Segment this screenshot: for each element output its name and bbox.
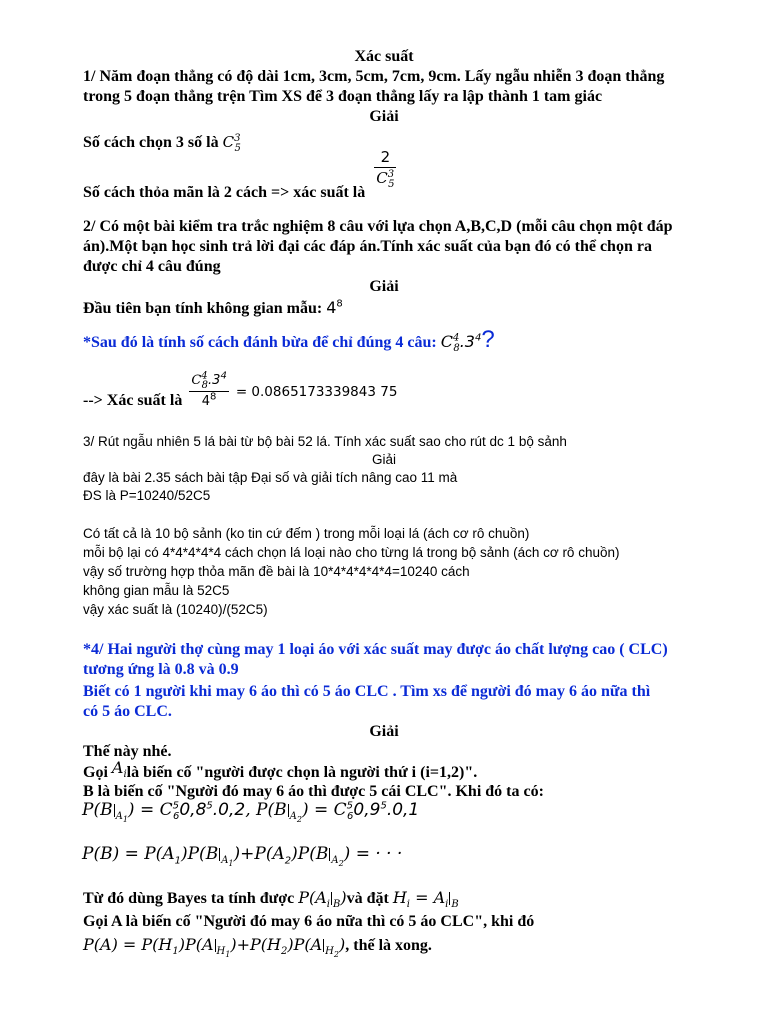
p2-ways: [83, 326, 495, 355]
p2-ways-label: *Sau đó là tính số cách đánh bừa để chỉ đúng 4 câu:: [83, 334, 437, 351]
p1-giai: Giải: [369, 108, 399, 125]
p4-line9: $P(A) = P(H_1)P(A$ $_{H_1})+P(H_2)P(A$ $_{H_2}$), thế là xong.: [83, 935, 432, 960]
p4-equation-2: $P(B) = P(A_1)P(B$ $_{A_1})+P(A_2)P(B$ $_{A_2}$) = · · ·: [82, 844, 403, 869]
p4-line5: Thế này nhé.: [83, 743, 172, 760]
p3-line6: vậy số trường hợp thỏa mãn đề bài là 10*4*4*4*4*4=10240 cách: [83, 564, 470, 579]
p4-giai: Giải: [369, 723, 399, 740]
p1-satisfy: [83, 148, 397, 202]
p2-prob: [83, 372, 397, 411]
p4-line1: *4/ Hai người thợ cùng may 1 loại áo với xác suất may được áo chất lượng cao ( CLC): [83, 641, 668, 658]
p1-choose-formula: $C^3_5$: [222, 133, 241, 154]
p3-line4: Có tất cả là 10 bộ sảnh (ko tin cứ đếm ) trong mỗi loại lá (ách cơ rô chuồn): [83, 526, 530, 541]
p4-equation-1: P(B $_{A_1}) = C^5_60,8^5.0,2$, P(B $_{A_2}) = C^5_60,9^5.0,1$: [82, 800, 420, 825]
p4-line2: tương ứng là 0.8 và 0.9: [83, 661, 239, 678]
p4-line6: B là biến cố "Người đó may 6 áo thì được 5 cái CLC". Khi đó ta có:: [83, 783, 544, 800]
p4-line3: Biết có 1 người khi may 6 áo thì có 5 áo CLC . Tìm xs để người đó may 6 áo nữa thì: [83, 683, 651, 700]
p2-line1: 2/ Có một bài kiểm tra trắc nghiệm 8 câu với lựa chọn A,B,C,D (mỗi câu chọn một đáp: [83, 218, 673, 235]
p4-line7: Từ đó dùng Bayes ta tính được $P(A_i$ $_B$)và đặt $H_i = A_i$ $_B$: [83, 888, 459, 911]
page-title: Xác suất: [354, 48, 414, 65]
p2-space-formula: $4^8$: [326, 298, 343, 317]
p2-line2: án).Một bạn học sinh trả lời đại các đáp án.Tính xác suất của bạn đó có thể chọn ra: [83, 238, 652, 255]
p3-line5: mỗi bộ lại có 4*4*4*4*4 cách chọn lá loại nào cho từng lá trong bộ sảnh (ách cơ rô chuồn): [83, 545, 620, 560]
p3-line3: ĐS là P=10240/52C5: [83, 488, 211, 503]
p1-line2: trong 5 đoạn thẳng trện Tìm XS để 3 đoạn thẳng lấy ra lập thành 1 tam giác: [83, 88, 603, 105]
p3-giai: Giải: [371, 452, 396, 467]
p2-giai: Giải: [369, 278, 399, 295]
p2-ways-question-mark: ?: [481, 326, 495, 353]
p1-fraction: $\frac{2}{C^3_5}$: [376, 148, 395, 190]
p3-line7: không gian mẫu là 52C5: [83, 583, 230, 598]
p2-prob-fraction: $\frac{C^4_8.3^4}{4^8}$: [191, 370, 227, 409]
p1-satisfy-label: Số cách thỏa mãn là 2 cách => xác suất là: [83, 184, 366, 202]
p2-ways-formula: $C^4_8.3^4$: [440, 332, 482, 355]
p3-line1: 3/ Rút ngẫu nhiên 5 lá bài từ bộ bài 52 lá. Tính xác suất sao cho rút dc 1 bộ sảnh: [83, 434, 567, 449]
p1-choose-label: Số cách chọn 3 số là: [83, 134, 219, 151]
p4-line8: Gọi A là biến cố "Người đó may 6 áo nữa thì có 5 áo CLC", khi đó: [83, 913, 535, 930]
p2-line3: được chỉ 4 câu đúng: [83, 258, 221, 275]
p3-line8: vậy xác suất là (10240)/(52C5): [83, 602, 268, 617]
p3-line2: đây là bài 2.35 sách bài tập Đại số và giải tích nâng cao 11 mà: [83, 470, 458, 485]
ai-formula: $A_i$: [111, 758, 127, 781]
p4-gọi-ai: Gọi $A_ilà$ biến cố "người được chọn là người thứ i (i=1,2)".: [83, 758, 478, 781]
p2-prob-result: = 0.0865173339843 75: [235, 384, 398, 401]
p4-line4: có 5 áo CLC.: [83, 703, 172, 720]
p2-prob-label: --> Xác suất là: [83, 392, 183, 410]
p2-space-label: Đầu tiên bạn tính không gian mẫu:: [83, 300, 323, 317]
p2-space: [83, 299, 343, 318]
p1-line1: 1/ Năm đoạn thẳng có độ dài 1cm, 3cm, 5cm, 7cm, 9cm. Lấy ngẫu nhiễn 3 đoạn thẳng: [83, 68, 665, 85]
